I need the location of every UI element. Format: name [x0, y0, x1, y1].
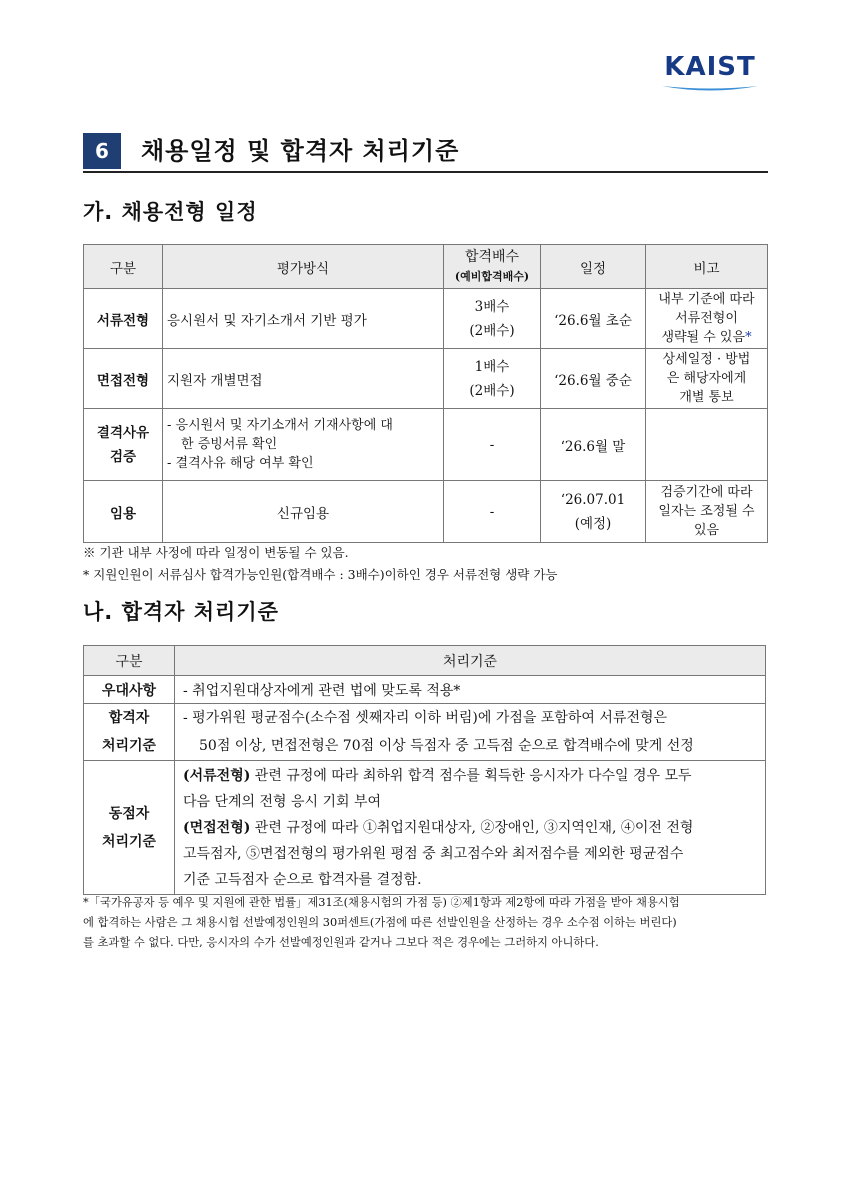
category-line: 동점자 [108, 805, 150, 822]
footnote-line: *「국가유공자 등 예우 및 지원에 관한 법률」제31조(채용시험의 가점 등) ②제1항과 제2항에 따라 가점을 받아 채용시험 [83, 896, 680, 909]
logo-swoosh-icon [660, 83, 760, 93]
remark-line: 있음 [693, 523, 720, 538]
table-header-row [84, 245, 768, 289]
row-category: 면접전형 [84, 349, 163, 409]
row-multiple-main: 1배수 [474, 358, 510, 375]
row-schedule: ‘26.6월 중순 [541, 349, 646, 409]
row-category: 서류전형 [84, 289, 163, 349]
table-row [84, 289, 768, 349]
criteria-line: 관련 규정에 따라 최하위 합격 점수를 획득한 응시자가 다수일 경우 모두 [250, 767, 692, 784]
category-line: 처리기준 [101, 833, 157, 850]
row-remark [646, 409, 768, 481]
header-category: 구분 [84, 646, 175, 676]
category-line: 합격자 [108, 710, 150, 726]
method-line: - 응시원서 및 자기소개서 기재사항에 대 [167, 418, 393, 433]
section-header [83, 133, 768, 173]
schedule-note: * 지원인원이 서류심사 합격가능인원(합격배수 : 3배수)이하인 경우 서류전형 생략 가능 [83, 567, 558, 582]
remark-line: 개별 통보 [679, 390, 734, 405]
remark-line: 내부 기준에 따라 [658, 292, 755, 307]
row-remark [646, 289, 768, 349]
footnote-line: 에 합격하는 사람은 그 채용시험 선발예정인원의 30퍼센트(가점에 따른 선발인원을 산정하는 경우 소수점 이하는 버린다) [83, 916, 677, 929]
header-category: 구분 [84, 245, 163, 289]
method-line: 한 증빙서류 확인 [181, 437, 278, 452]
table-row [84, 704, 766, 761]
remark-line: 일자는 조정될 수 [658, 504, 755, 519]
row-multiple: - [444, 481, 541, 543]
subsection-a-title: 가. 채용전형 일정 [83, 200, 258, 224]
table-row [84, 481, 768, 543]
criteria-line: - 평가위원 평균점수(소수점 셋째자리 이하 버림)에 가점을 포함하여 서류전형은 [183, 710, 668, 726]
table-row [84, 761, 766, 895]
kaist-logo [660, 52, 760, 94]
header-schedule: 일정 [541, 245, 646, 289]
header-method: 평가방식 [163, 245, 444, 289]
criteria-line: 50점 이상, 면접전형은 70점 이상 득점자 중 고득점 순으로 합격배수에 맞게 선정 [199, 738, 694, 754]
header-remark: 비고 [646, 245, 768, 289]
row-criteria: - 취업지원대상자에게 관련 법에 맞도록 적용* [175, 676, 766, 704]
category-line: 검증 [109, 448, 137, 465]
criteria-line: 관련 규정에 따라 ①취업지원대상자, ②장애인, ③지역인재, ④이전 전형 [250, 819, 694, 836]
footnote [83, 893, 763, 953]
table-row [84, 676, 766, 704]
interview-stage-label: (면접전형) [183, 819, 251, 836]
criteria-line: 고득점자, ⑤면접전형의 평가위원 평점 중 최고점수와 최저점수를 제외한 평균점수 [183, 845, 684, 862]
row-remark [646, 349, 768, 409]
doc-stage-label: (서류전형) [183, 767, 251, 784]
row-multiple-main: 3배수 [474, 298, 510, 315]
remark-star: * [745, 330, 752, 345]
row-category [84, 409, 163, 481]
category-line: 처리기준 [101, 738, 157, 754]
row-criteria [175, 761, 766, 895]
remark-line: 상세일정 · 방법 [662, 352, 751, 367]
criteria-line: 기준 고득점자 순으로 합격자를 결정함. [183, 871, 422, 888]
header-multiple [444, 245, 541, 289]
row-multiple: - [444, 409, 541, 481]
logo-text: KAIST [664, 52, 756, 82]
row-schedule: ‘26.6월 말 [541, 409, 646, 481]
remark-line: 생략될 수 있음 [661, 330, 746, 345]
header-criteria: 처리기준 [175, 646, 766, 676]
row-method [163, 409, 444, 481]
row-schedule: ‘26.6월 초순 [541, 289, 646, 349]
table-row [84, 349, 768, 409]
row-category [84, 704, 175, 761]
header-multiple-main: 합격배수 [464, 248, 520, 265]
footnote-line: 를 초과할 수 없다. 다만, 응시자의 수가 선발예정인원과 같거나 그보다 적은 경우에는 그러하지 아니하다. [83, 936, 599, 949]
row-category [84, 761, 175, 895]
row-remark [646, 481, 768, 543]
method-line: - 결격사유 해당 여부 확인 [167, 456, 314, 471]
row-method: 신규임용 [163, 481, 444, 543]
table-row [84, 409, 768, 481]
remark-line: 은 해당자에게 [666, 371, 747, 386]
row-schedule [541, 481, 646, 543]
row-method: 지원자 개별면접 [163, 349, 444, 409]
remark-line: 서류전형이 [675, 311, 738, 326]
recruitment-schedule-table [83, 244, 768, 543]
row-multiple [444, 349, 541, 409]
criteria-line: 다음 단계의 전형 응시 기회 부여 [183, 793, 382, 810]
section-title: 채용일정 및 합격자 처리기준 [141, 137, 460, 165]
section-number: 6 [83, 133, 121, 169]
row-multiple [444, 289, 541, 349]
row-category: 임용 [84, 481, 163, 543]
pass-criteria-table [83, 645, 766, 895]
schedule-note: ※ 기관 내부 사정에 따라 일정이 변동될 수 있음. [83, 545, 349, 560]
header-multiple-sub: (예비합격배수) [454, 269, 530, 283]
row-method: 응시원서 및 자기소개서 기반 평가 [163, 289, 444, 349]
table-header-row [84, 646, 766, 676]
subsection-b-title: 나. 합격자 처리기준 [83, 600, 279, 624]
row-multiple-sub: (2배수) [469, 322, 515, 339]
row-category: 우대사항 [84, 676, 175, 704]
schedule-line: (예정) [574, 515, 612, 532]
row-criteria [175, 704, 766, 761]
row-multiple-sub: (2배수) [469, 382, 515, 399]
remark-line: 검증기간에 따라 [660, 485, 753, 500]
category-line: 결격사유 [96, 424, 150, 441]
schedule-line: ‘26.07.01 [560, 491, 626, 508]
